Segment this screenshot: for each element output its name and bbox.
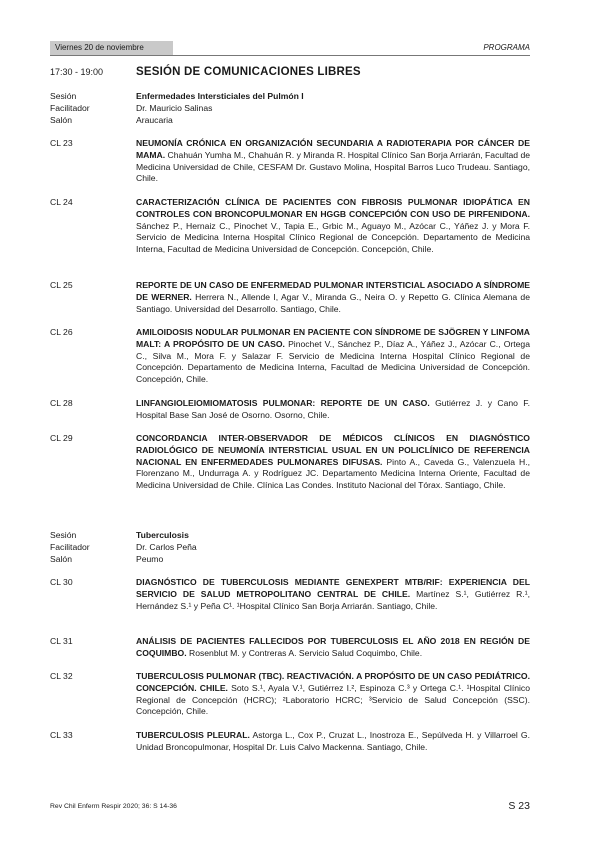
abstract-code: CL 26 xyxy=(50,327,73,337)
abstract-body xyxy=(136,636,530,660)
abstract-body xyxy=(136,280,530,315)
salon-value: Araucaria xyxy=(136,114,173,125)
abstract-code: CL 32 xyxy=(50,671,73,681)
page-number: S 23 xyxy=(508,800,530,812)
abstract-authors: Chahuán Yumha M., Chahuán R. y Miranda R. Hospital Clínico San Borja Arriarán, Facultad de Medicina Universidad de Chile, CESFAM Dr. Gustavo Molina, Hospital Barros Luco Trudeau. Santiago, Chile. xyxy=(136,149,530,184)
abstract-authors: Pinochet V., Sánchez P., Díaz A., Yáñez J., Azócar C., Ortega C., Silva M., Mora F. y Salazar F. Servicio de Medicina Interna Hospital Clínico Regional de Concepción. Departamento de Medicina Interna, Facultad de Medicina Universidad de Concepción. Concepción, Chile. xyxy=(136,338,530,385)
session-meta-1 xyxy=(50,91,530,126)
abstract-authors: Gutiérrez J. y Cano F. Hospital Base San José de Osorno. Osorno, Chile. xyxy=(136,398,530,420)
abstract-code: CL 24 xyxy=(50,197,73,207)
abstract-entry xyxy=(50,671,530,718)
abstract-title: CONCORDANCIA INTER-OBSERVADOR DE MÉDICOS CLÍNICOS EN DIAGNÓSTICO RADIOLÓGICO DE NEUMONÍA INTERSTICIAL USUAL EN UN POLICLÍNICO DE REFERENCIA NACIONAL EN ENFERMEDADES PULMONARES DIFUSAS. xyxy=(136,433,530,467)
abstract-body xyxy=(136,671,530,718)
abstract-authors: Astorga L., Cox P., Cruzat L., Inostroza E., Sepúlveda H. y Villarroel G. Unidad Broncopulmonar, Hospital Dr. Luis Calvo Mackenna. Santiago, Chile. xyxy=(136,730,530,752)
abstract-title: TUBERCULOSIS PLEURAL. xyxy=(136,730,250,740)
abstract-body xyxy=(136,197,530,256)
abstract-title: CARACTERIZACIÓN CLÍNICA DE PACIENTES CON FIBROSIS PULMONAR IDIOPÁTICA EN CONTROLES CON BRONCOPULMONAR EN HGGB CONCEPCIÓN CON USO DE PIRFENIDONA. xyxy=(136,197,530,219)
session-time: 17:30 - 19:00 xyxy=(50,67,104,77)
abstract-body xyxy=(136,730,530,754)
abstract-entry xyxy=(50,433,530,492)
abstract-authors: Sánchez P., Hernaiz C., Pinochet V., Tapia E., Grbic M., Aguayo M., Azócar C., Yáñez J. y Mora F. Servicio de Medicina Interna Hospital Clínico Regional de Concepción. Departamento de Medicina Interna, Facultad de Medicina Universidad de Concepción. Concepción, Chile. xyxy=(136,220,530,255)
salon-label: Salón xyxy=(50,553,72,564)
facilitador-value: Dr. Carlos Peña xyxy=(136,541,197,552)
salon-value: Peumo xyxy=(136,553,164,564)
header-section: PROGRAMA xyxy=(483,43,530,52)
salon-label: Salón xyxy=(50,114,72,125)
abstract-title: DIAGNÓSTICO DE TUBERCULOSIS MEDIANTE GENEXPERT MTB/RIF: EXPERIENCIA DEL SERVICIO DE SALUD METROPOLITANO CENTRAL DE CHILE. xyxy=(136,577,530,599)
header-divider xyxy=(50,55,530,56)
abstract-authors: Soto S.¹, Ayala V.¹, Gutiérrez I.², Espinoza C.³ y Ortega C.¹. ¹Hospital Clínico Regional de Concepción (HCRC); ²Laboratorio HCRC; ³Servicio de Salud Concepción (SSC). Concepción, Chile. xyxy=(136,682,530,717)
abstract-body xyxy=(136,398,530,422)
abstract-title: AMILOIDOSIS NODULAR PULMONAR EN PACIENTE CON SÍNDROME DE SJÖGREN Y LINFOMA MALT: A PROPÓSITO DE UN CASO. xyxy=(136,327,530,349)
abstract-entry xyxy=(50,280,530,315)
abstract-title: LINFANGIOLEIOMIOMATOSIS PULMONAR: REPORTE DE UN CASO. xyxy=(136,398,430,408)
abstract-authors: Martínez S.¹, Gutiérrez R.¹, Hernández S.¹ y Peña C¹. ¹Hospital Clínico San Borja Arriarán. Santiago, Chile. xyxy=(136,588,530,611)
abstract-title: TUBERCULOSIS PULMONAR (TBC). REACTIVACIÓN. A PROPÓSITO DE UN CASO PEDIÁTRICO. CONCEPCIÓN. CHILE. xyxy=(136,671,530,693)
sesion-value: Tuberculosis xyxy=(136,530,189,540)
abstract-authors: Rosenblut M. y Contreras A. Servicio Salud Coquimbo, Chile. xyxy=(186,647,423,658)
sesion-label: Sesión xyxy=(50,530,77,540)
footer-citation: Rev Chil Enferm Respir 2020; 36: S 14-36 xyxy=(50,803,177,810)
facilitador-label: Facilitador xyxy=(50,102,90,113)
abstract-entry xyxy=(50,138,530,185)
abstract-title: ANÁLISIS DE PACIENTES FALLECIDOS POR TUBERCULOSIS EL AÑO 2018 EN REGIÓN DE COQUIMBO. xyxy=(136,636,530,658)
abstract-entry xyxy=(50,577,530,612)
abstract-entry xyxy=(50,327,530,386)
abstract-authors: Pinto A., Caveda G., Valenzuela H., Florenzano M., Undurraga A. y Rodríguez JC. Departamento Medicina Interna Oriente, Facultad de Medicina Universidad de Chile. Clínica Las Condes. Instituto Nacional del Tórax. Santiago, Chile. xyxy=(136,456,530,491)
abstract-entry xyxy=(50,398,530,422)
abstract-entry xyxy=(50,636,530,660)
abstract-code: CL 31 xyxy=(50,636,73,646)
abstract-authors: Herrera N., Allende I, Agar V., Miranda G., Neira O. y Repetto G. Clínica Alemana de Santiago. Universidad del Desarrollo. Santiago, Chile. xyxy=(136,291,530,314)
session-title: SESIÓN DE COMUNICACIONES LIBRES xyxy=(136,66,361,78)
abstract-code: CL 23 xyxy=(50,138,73,148)
abstract-entry xyxy=(50,730,530,754)
abstract-body xyxy=(136,577,530,612)
abstract-body xyxy=(136,327,530,386)
abstract-title: REPORTE DE UN CASO DE ENFERMEDAD PULMONAR INTERSTICIAL ASOCIADO A SÍNDROME DE WERNER. xyxy=(136,280,530,302)
abstract-entry xyxy=(50,197,530,256)
abstract-code: CL 25 xyxy=(50,280,73,290)
header-date: Viernes 20 de noviembre xyxy=(50,41,173,55)
abstract-code: CL 33 xyxy=(50,730,73,740)
facilitador-label: Facilitador xyxy=(50,541,90,552)
abstract-code: CL 30 xyxy=(50,577,73,587)
abstract-title: NEUMONÍA CRÓNICA EN ORGANIZACIÓN SECUNDARIA A RADIOTERAPIA POR CÁNCER DE MAMA. xyxy=(136,138,530,160)
facilitador-value: Dr. Mauricio Salinas xyxy=(136,102,213,113)
sesion-label: Sesión xyxy=(50,91,77,101)
session-meta-2 xyxy=(50,530,530,565)
abstract-code: CL 29 xyxy=(50,433,73,443)
abstract-body xyxy=(136,433,530,492)
sesion-value: Enfermedades Intersticiales del Pulmón I xyxy=(136,91,304,101)
abstract-body xyxy=(136,138,530,185)
abstract-code: CL 28 xyxy=(50,398,73,408)
